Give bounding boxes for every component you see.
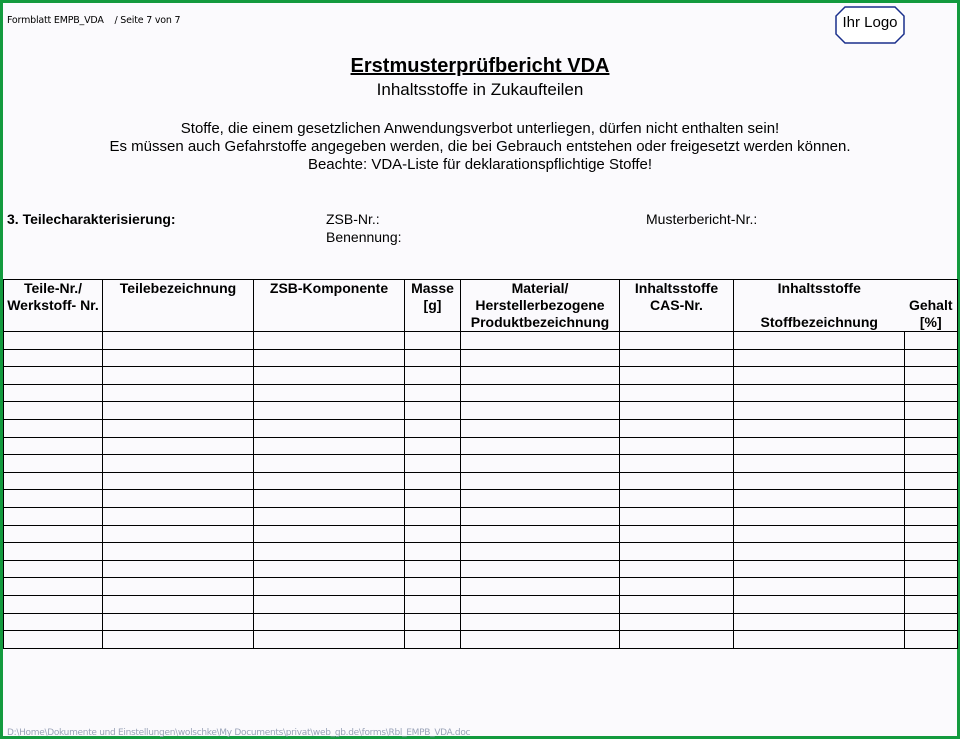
table-cell[interactable] (254, 613, 405, 631)
notice-line: Beachte: VDA-Liste für deklarationspflichtige Stoffe! (307, 156, 653, 173)
table-cell[interactable] (734, 384, 905, 402)
table-cell[interactable] (461, 437, 620, 455)
table-row (4, 578, 958, 596)
table-cell[interactable] (734, 613, 905, 631)
table-cell[interactable] (620, 490, 734, 508)
table-cell[interactable] (405, 543, 461, 561)
table-cell[interactable] (734, 402, 905, 420)
table-row (4, 332, 958, 350)
table-cell[interactable] (4, 631, 103, 649)
table-cell[interactable] (4, 367, 103, 385)
page-title: Erstmusterprüfbericht VDA (350, 55, 610, 77)
table-row (4, 560, 958, 578)
table-cell[interactable] (254, 507, 405, 525)
table-cell[interactable] (4, 349, 103, 367)
table-cell[interactable] (905, 384, 958, 402)
table-cell[interactable] (103, 437, 254, 455)
table-cell[interactable] (4, 507, 103, 525)
table-row (4, 595, 958, 613)
table-cell[interactable] (103, 349, 254, 367)
table-cell[interactable] (461, 613, 620, 631)
table-cell[interactable] (905, 507, 958, 525)
table-cell[interactable] (103, 595, 254, 613)
table-cell[interactable] (254, 595, 405, 613)
table-cell[interactable] (103, 525, 254, 543)
table-cell[interactable] (620, 631, 734, 649)
table-row (4, 631, 958, 649)
table-cell[interactable] (620, 384, 734, 402)
table-cell[interactable] (254, 525, 405, 543)
section-heading: 3. Teilecharakterisierung: (7, 211, 176, 227)
notice-line: Stoffe, die einem gesetzlichen Anwendungsverbot unterliegen, dürfen nicht enthalten sein! (180, 120, 780, 137)
substances-table (3, 279, 958, 649)
table-cell[interactable] (905, 631, 958, 649)
table-row (4, 349, 958, 367)
table-cell[interactable] (103, 507, 254, 525)
table-cell[interactable] (905, 472, 958, 490)
table-cell[interactable] (734, 560, 905, 578)
col-inhaltsstoffe-label: Inhaltsstoffe (777, 280, 861, 296)
table-row (4, 472, 958, 490)
table-cell[interactable] (103, 402, 254, 420)
table-cell[interactable] (620, 543, 734, 561)
table-row (4, 367, 958, 385)
table-cell[interactable] (905, 349, 958, 367)
table-cell[interactable] (254, 419, 405, 437)
col-teilebezeichnung: Teilebezeichnung (103, 280, 254, 332)
table-cell[interactable] (103, 560, 254, 578)
table-row (4, 543, 958, 561)
table-cell[interactable] (620, 332, 734, 350)
table-row (4, 613, 958, 631)
table-row (4, 437, 958, 455)
table-cell[interactable] (254, 472, 405, 490)
col-cas: Inhaltsstoffe CAS-Nr. (620, 280, 734, 332)
table-cell[interactable] (461, 402, 620, 420)
table-cell[interactable] (405, 349, 461, 367)
table-cell[interactable] (4, 613, 103, 631)
table-cell[interactable] (734, 525, 905, 543)
table-cell[interactable] (103, 455, 254, 473)
table-cell[interactable] (4, 595, 103, 613)
table-cell[interactable] (4, 384, 103, 402)
table-cell[interactable] (254, 560, 405, 578)
table-cell[interactable] (254, 631, 405, 649)
table-cell[interactable] (103, 332, 254, 350)
col-stoffbezeichnung (734, 280, 905, 332)
table-cell[interactable] (405, 595, 461, 613)
table-row (4, 402, 958, 420)
table-cell[interactable] (103, 472, 254, 490)
table-cell[interactable] (620, 595, 734, 613)
table-cell[interactable] (405, 384, 461, 402)
table-cell[interactable] (254, 349, 405, 367)
table-row (4, 419, 958, 437)
table-cell[interactable] (405, 402, 461, 420)
col-gehalt (905, 280, 958, 332)
table-cell[interactable] (734, 437, 905, 455)
table-cell[interactable] (254, 437, 405, 455)
table-cell[interactable] (461, 560, 620, 578)
table-row (4, 490, 958, 508)
col-stoffbezeichnung-label: Stoffbezeichnung (760, 314, 878, 330)
table-cell[interactable] (4, 525, 103, 543)
logo-text: Ihr Logo (842, 14, 898, 31)
table-row (4, 525, 958, 543)
table-cell[interactable] (905, 543, 958, 561)
table-cell[interactable] (620, 525, 734, 543)
table-cell[interactable] (620, 560, 734, 578)
table-cell[interactable] (4, 437, 103, 455)
table-cell[interactable] (620, 613, 734, 631)
table-cell[interactable] (254, 332, 405, 350)
table-cell[interactable] (905, 490, 958, 508)
form-name: Formblatt EMPB_VDA (7, 15, 104, 26)
notice-block (3, 120, 957, 174)
table-cell[interactable] (905, 419, 958, 437)
table-cell[interactable] (461, 543, 620, 561)
table-cell[interactable] (103, 367, 254, 385)
table-cell[interactable] (4, 543, 103, 561)
table-cell[interactable] (4, 402, 103, 420)
table-cell[interactable] (4, 490, 103, 508)
table-cell[interactable] (905, 613, 958, 631)
table-cell[interactable] (734, 349, 905, 367)
col-teile-nr: Teile-Nr./ Werkstoff- Nr. (4, 280, 103, 332)
table-cell[interactable] (254, 578, 405, 596)
table-cell[interactable] (461, 472, 620, 490)
table-cell[interactable] (405, 472, 461, 490)
table-cell[interactable] (461, 384, 620, 402)
file-path-footer: D:\Home\Dokumente und Einstellungen\wolschke\My Documents\privat\web_gb.de\forms\Rbl_EMPB_VDA.doc (7, 728, 471, 738)
table-cell[interactable] (905, 455, 958, 473)
table-cell[interactable] (103, 490, 254, 508)
table-cell[interactable] (461, 349, 620, 367)
table-cell[interactable] (905, 578, 958, 596)
table-cell[interactable] (254, 455, 405, 473)
table-cell[interactable] (254, 490, 405, 508)
zsb-nr-label: ZSB-Nr.: (326, 211, 380, 227)
page-number: / Seite 7 von 7 (114, 15, 181, 26)
table-cell[interactable] (734, 455, 905, 473)
col-zsb-komponente: ZSB-Komponente (254, 280, 405, 332)
table-cell[interactable] (405, 631, 461, 649)
table-cell[interactable] (461, 631, 620, 649)
table-cell[interactable] (905, 595, 958, 613)
table-cell[interactable] (461, 367, 620, 385)
table-cell[interactable] (461, 332, 620, 350)
table-cell[interactable] (461, 525, 620, 543)
table-cell[interactable] (734, 631, 905, 649)
table-cell[interactable] (405, 455, 461, 473)
table-cell[interactable] (405, 578, 461, 596)
table-cell[interactable] (905, 332, 958, 350)
table-cell[interactable] (734, 507, 905, 525)
table-cell[interactable] (4, 332, 103, 350)
table-cell[interactable] (734, 419, 905, 437)
table-cell[interactable] (461, 578, 620, 596)
table-cell[interactable] (620, 402, 734, 420)
table-row (4, 507, 958, 525)
faint-mark (45, 689, 85, 699)
table-cell[interactable] (405, 490, 461, 508)
table-cell[interactable] (405, 437, 461, 455)
table-cell[interactable] (405, 525, 461, 543)
col-masse: Masse [g] (405, 280, 461, 332)
table-cell[interactable] (405, 419, 461, 437)
col-material: Material/ Herstellerbezogene Produktbezeichnung (461, 280, 620, 332)
table-cell[interactable] (620, 507, 734, 525)
table-cell[interactable] (620, 437, 734, 455)
table-cell[interactable] (405, 613, 461, 631)
table-row (4, 384, 958, 402)
notice-line: Es müssen auch Gefahrstoffe angegeben werden, die bei Gebrauch entstehen oder freigesetzt werden können. (109, 138, 851, 155)
table-cell[interactable] (103, 613, 254, 631)
table-cell[interactable] (4, 419, 103, 437)
table-cell[interactable] (734, 595, 905, 613)
table-cell[interactable] (905, 560, 958, 578)
table-cell[interactable] (461, 490, 620, 508)
table-cell[interactable] (103, 384, 254, 402)
table-cell[interactable] (405, 332, 461, 350)
table-cell[interactable] (254, 402, 405, 420)
table-cell[interactable] (734, 578, 905, 596)
table-cell[interactable] (620, 349, 734, 367)
table-cell[interactable] (405, 507, 461, 525)
table-cell[interactable] (4, 578, 103, 596)
table-header-row (4, 280, 958, 332)
table-cell[interactable] (734, 490, 905, 508)
table-cell[interactable] (254, 367, 405, 385)
table-cell[interactable] (4, 472, 103, 490)
table-cell[interactable] (4, 560, 103, 578)
table-cell[interactable] (905, 525, 958, 543)
table-cell[interactable] (620, 578, 734, 596)
table-cell[interactable] (620, 472, 734, 490)
table-cell[interactable] (905, 402, 958, 420)
table-row (4, 455, 958, 473)
col-gehalt-label: Gehalt [%] (908, 297, 953, 330)
table-cell[interactable] (620, 455, 734, 473)
table-cell[interactable] (620, 419, 734, 437)
table-cell[interactable] (103, 631, 254, 649)
table-cell[interactable] (905, 367, 958, 385)
table-cell[interactable] (620, 367, 734, 385)
table-cell[interactable] (734, 367, 905, 385)
table-cell[interactable] (734, 472, 905, 490)
form-header (7, 15, 180, 26)
table-cell[interactable] (103, 578, 254, 596)
table-cell[interactable] (4, 455, 103, 473)
table-cell[interactable] (103, 543, 254, 561)
table-cell[interactable] (461, 507, 620, 525)
musterbericht-label: Musterbericht-Nr.: (646, 211, 758, 227)
table-cell[interactable] (461, 455, 620, 473)
table-cell[interactable] (254, 384, 405, 402)
table-cell[interactable] (734, 543, 905, 561)
benennung-label: Benennung: (326, 229, 402, 245)
table-cell[interactable] (405, 560, 461, 578)
table-cell[interactable] (734, 332, 905, 350)
table-cell[interactable] (103, 419, 254, 437)
table-cell[interactable] (461, 595, 620, 613)
table-cell[interactable] (254, 543, 405, 561)
page-subtitle: Inhaltsstoffe in Zukaufteilen (376, 80, 584, 99)
table-cell[interactable] (905, 437, 958, 455)
table-cell[interactable] (461, 419, 620, 437)
table-cell[interactable] (405, 367, 461, 385)
